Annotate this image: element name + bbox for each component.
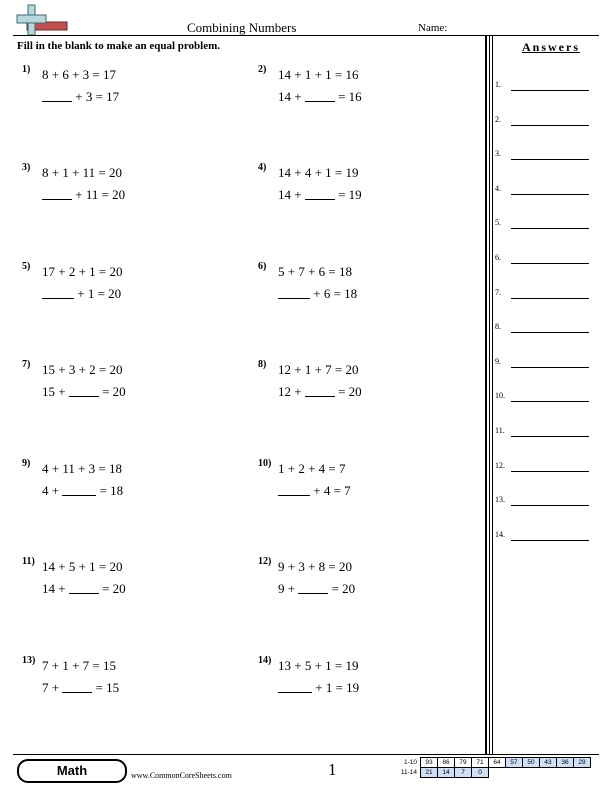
score-cell: 43 [540,758,557,768]
answer-line[interactable] [511,159,589,160]
problem-4 [258,162,458,212]
page-number: 1 [328,760,337,779]
problem-10 [258,458,458,508]
problem-equation: 8 + 1 + 11 = 20 [42,165,123,180]
problem-11 [22,556,222,606]
score-table [396,757,591,778]
equation-suffix: + 1 = 20 [77,286,122,301]
score-cell: 29 [574,758,591,768]
worksheet-title: Combining Numbers [187,20,297,35]
answer-blank[interactable] [42,186,72,200]
problem-3 [22,162,222,212]
equation-suffix: + 11 = 20 [75,187,126,202]
answer-blank[interactable] [69,580,99,594]
answer-number: 11. [495,426,505,435]
problem-equation: 7 + 1 + 7 = 15 [42,658,116,673]
fill-in-equation [278,383,362,400]
fill-in-equation [42,88,119,105]
equation-prefix: 4 + [42,483,60,498]
problem-number: 14) [258,655,272,666]
problem-number: 2) [258,64,267,75]
score-cell: 64 [489,758,506,768]
header-divider [13,35,599,36]
problem-number: 7) [22,359,31,370]
answer-line[interactable] [511,540,589,541]
score-cell: 36 [557,758,574,768]
answers-title: Answers [522,40,580,54]
answer-number: 9. [495,356,501,366]
fill-in-equation [278,679,359,696]
answer-row [495,115,595,129]
answer-blank[interactable] [42,88,72,102]
answer-blank[interactable] [42,285,74,299]
problem-number: 4) [258,162,267,173]
equation-prefix: 9 + [278,581,296,596]
math-logo-icon [14,4,70,36]
score-cell: 71 [472,758,489,768]
answer-blank[interactable] [278,679,312,693]
answer-line[interactable] [511,436,589,437]
equation-suffix: = 16 [338,89,362,104]
score-cell: 21 [421,768,438,778]
problem-equation: 1 + 2 + 4 = 7 [278,461,346,476]
equation-prefix: 14 + [278,187,302,202]
answer-line[interactable] [511,367,589,368]
fill-in-equation [42,285,121,302]
equation-suffix: = 20 [338,384,362,399]
answer-row [495,288,595,302]
answer-number: 12. [495,460,505,470]
problem-number: 3) [22,162,31,173]
answer-number: 5. [495,218,501,228]
answer-row [495,149,595,163]
score-row [396,768,591,778]
equation-suffix: = 20 [102,581,126,596]
answer-line[interactable] [511,194,589,195]
problem-number: 1) [22,64,31,75]
fill-in-equation [278,580,355,597]
problem-equation: 15 + 3 + 2 = 20 [42,362,123,377]
equation-prefix: 14 + [278,89,302,104]
equation-suffix: + 3 = 17 [75,89,120,104]
problem-equation: 13 + 5 + 1 = 19 [278,658,359,673]
problem-12 [258,556,458,606]
problem-8 [258,359,458,409]
equation-suffix: + 4 = 7 [313,483,351,498]
score-cell: 57 [506,758,523,768]
fill-in-equation [42,186,125,203]
answer-line[interactable] [511,90,589,91]
problem-number: 11) [22,556,35,567]
score-cell: 79 [455,758,472,768]
answer-blank[interactable] [305,88,335,102]
fill-in-equation [42,482,123,499]
problem-5 [22,261,222,311]
problem-equation: 9 + 3 + 8 = 20 [278,559,352,574]
problem-number: 9) [22,458,31,469]
equation-suffix: = 18 [99,483,124,498]
score-range-label: 1-10 [403,759,417,766]
fill-in-equation [42,580,126,597]
problem-6 [258,261,458,311]
score-row [396,758,591,768]
score-cell: 14 [438,768,455,778]
score-cell: 93 [421,758,438,768]
problem-equation: 5 + 7 + 6 = 18 [278,264,352,279]
answer-number: 7. [495,287,501,297]
problem-equation: 14 + 4 + 1 = 19 [278,165,359,180]
answer-number: 4. [495,183,501,193]
answer-row [495,530,595,544]
answer-blank[interactable] [62,679,92,693]
equation-suffix: + 6 = 18 [313,286,358,301]
answer-row [495,322,595,336]
answer-blank[interactable] [298,580,328,594]
answer-line[interactable] [511,401,589,402]
equation-suffix: = 19 [338,187,362,202]
answer-row [495,80,595,94]
problem-number: 5) [22,261,31,272]
fill-in-equation [42,383,126,400]
equation-prefix: 14 + [42,581,66,596]
answer-blank[interactable] [62,482,96,496]
name-label: Name: [418,22,448,34]
instructions: Fill in the blank to make an equal problem. [17,40,221,52]
score-cell: 0 [472,768,489,778]
answer-line[interactable] [511,263,589,264]
equation-prefix: 15 + [42,384,66,399]
answer-blank[interactable] [305,186,335,200]
score-range-label: 11-14 [400,769,417,776]
footer-divider [13,754,599,755]
answer-line[interactable] [511,505,589,506]
answer-row [495,391,595,405]
answer-blank[interactable] [278,482,310,496]
answer-number: 2. [495,114,501,124]
answer-line[interactable] [511,125,589,126]
problem-equation: 12 + 1 + 7 = 20 [278,362,359,377]
problem-9 [22,458,222,508]
score-cell: 50 [523,758,540,768]
answer-line[interactable] [511,228,589,229]
problem-number: 13) [22,655,36,666]
problem-2 [258,64,458,114]
problem-1 [22,64,222,114]
problem-number: 12) [258,556,272,567]
answer-number: 13. [495,495,505,505]
answer-row [495,357,595,371]
answer-line[interactable] [511,298,589,299]
problem-number: 8) [258,359,267,370]
answer-number: 3. [495,149,501,159]
problem-equation: 14 + 5 + 1 = 20 [42,559,123,574]
equation-suffix: = 20 [102,384,126,399]
fill-in-equation [278,285,357,302]
answer-number: 10. [495,391,505,401]
score-cell: 86 [438,758,455,768]
answer-number: 1. [495,80,501,89]
answer-number: 8. [495,322,501,332]
fill-in-equation [278,186,362,203]
equation-prefix: 7 + [42,680,60,695]
equation-suffix: = 20 [331,581,356,596]
answer-number: 14. [495,529,505,539]
column-divider [489,36,490,754]
answer-row [495,253,595,267]
problem-equation: 4 + 11 + 3 = 18 [42,461,123,476]
equation-prefix: 12 + [278,384,302,399]
equation-suffix: = 15 [95,680,120,695]
problem-number: 6) [258,261,267,272]
problem-equation: 8 + 6 + 3 = 17 [42,67,116,82]
answer-line[interactable] [511,471,589,472]
answer-row [495,495,595,509]
fill-in-equation [278,482,351,499]
column-divider [492,36,493,754]
problem-7 [22,359,222,409]
answer-blank[interactable] [305,383,335,397]
answer-row [495,218,595,232]
problem-13 [22,655,222,705]
answer-blank[interactable] [69,383,99,397]
problem-equation: 17 + 2 + 1 = 20 [42,264,123,279]
fill-in-equation [278,88,362,105]
answer-row [495,184,595,198]
fill-in-equation [42,679,119,696]
math-badge: Math [17,759,127,783]
column-divider [485,36,487,754]
problem-14 [258,655,458,705]
answer-number: 6. [495,253,501,262]
answer-blank[interactable] [278,285,310,299]
answer-row [495,426,595,440]
problem-number: 10) [258,458,272,469]
website-link[interactable]: www.CommonCoreSheets.com [131,771,232,780]
answer-line[interactable] [511,332,589,333]
equation-suffix: + 1 = 19 [315,680,360,695]
score-cell: 7 [455,768,472,778]
answer-row [495,461,595,475]
problem-equation: 14 + 1 + 1 = 16 [278,67,359,82]
